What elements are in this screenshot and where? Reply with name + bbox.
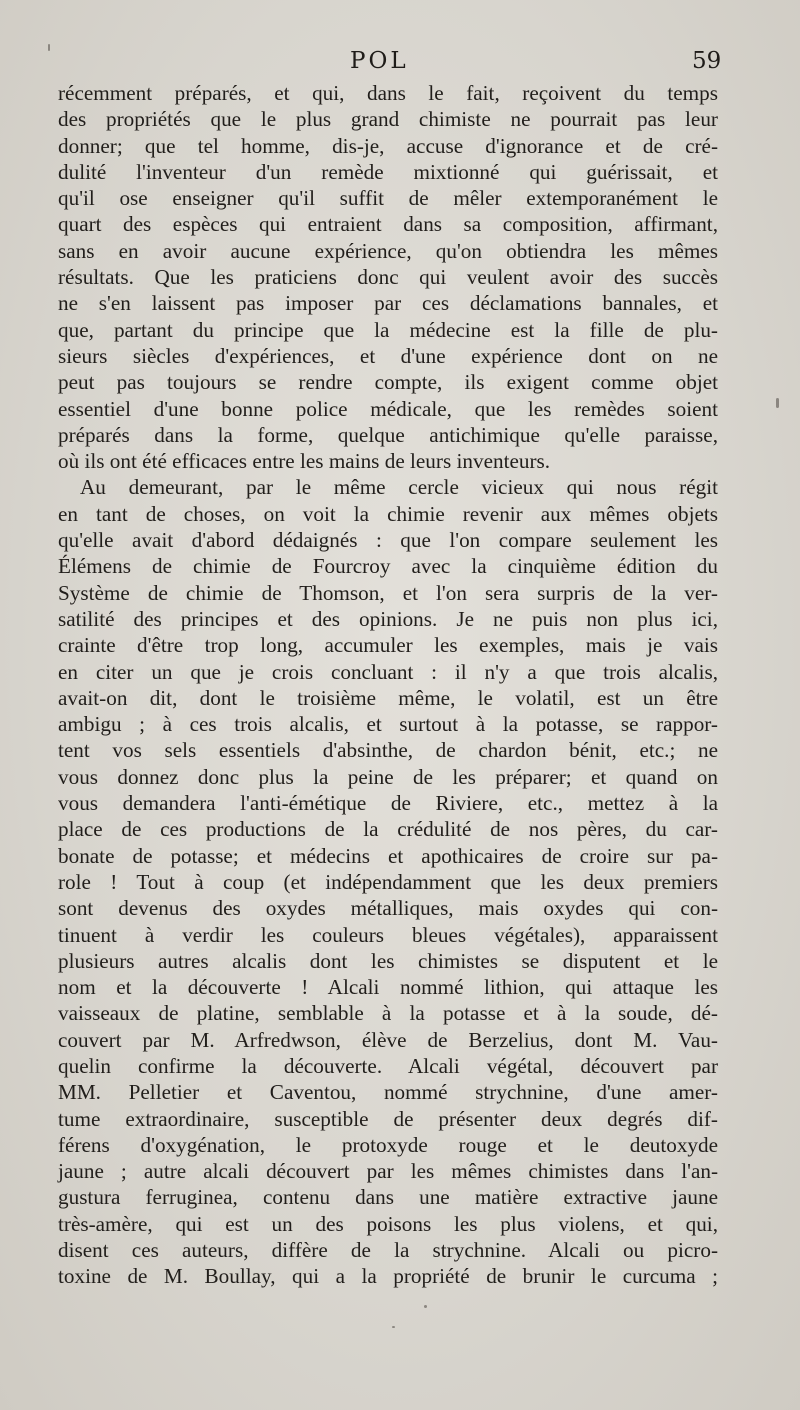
text-line: en citer un que je crois concluant : il n'y a que trois alcalis,	[58, 659, 718, 684]
text-line: tinuent à verdir les couleurs bleues végétales), apparaissent	[58, 922, 718, 947]
text-line: quart des espèces qui entraient dans sa composition, affirmant,	[58, 212, 718, 237]
text-line: ambigu ; à ces trois alcalis, et surtout à la potasse, se rappor-	[58, 712, 718, 737]
text-line: préparés dans la forme, quelque antichimique qu'elle paraisse,	[58, 422, 718, 447]
text-line: quelin confirme la découverte. Alcali végétal, découvert par	[58, 1053, 718, 1078]
page-header	[0, 48, 800, 82]
text-line: férens d'oxygénation, le protoxyde rouge et le deutoxyde	[58, 1132, 718, 1157]
running-head: POL	[350, 48, 409, 74]
text-line: role ! Tout à coup (et indépendamment que les deux premiers	[58, 869, 718, 894]
text-line: peut pas toujours se rendre compte, ils exigent comme objet	[58, 370, 718, 395]
paragraph-last-line: où ils ont été efficaces entre les mains de leurs inventeurs.	[58, 449, 551, 474]
text-line: donner; que tel homme, dis-je, accuse d'ignorance et de cré-	[58, 133, 718, 158]
text-line: plusieurs autres alcalis dont les chimistes se disputent et le	[58, 948, 718, 973]
text-line: MM. Pelletier et Caventou, nommé strychnine, d'une amer-	[58, 1080, 718, 1105]
text-line: sieurs siècles d'expériences, et d'une expérience dont on ne	[58, 343, 718, 368]
text-line: toxine de M. Boullay, qui a la propriété de brunir le curcuma ;	[58, 1264, 718, 1289]
paper-speck	[424, 1305, 427, 1308]
text-line: en tant de choses, on voit la chimie revenir aux mêmes objets	[58, 501, 718, 526]
text-line: essentiel d'une bonne police médicale, que les remèdes soient	[58, 396, 718, 421]
text-line: vous demandera l'anti-émétique de Riviere, etc., mettez à la	[58, 791, 718, 816]
paper-speck	[776, 398, 779, 408]
text-line: ne s'en laissent pas imposer par ces déclamations bannales, et	[58, 291, 718, 316]
text-line: vaisseaux de platine, semblable à la potasse et à la soude, dé-	[58, 1001, 718, 1026]
text-line: récemment préparés, et qui, dans le fait, reçoivent du temps	[58, 81, 718, 105]
text-line: sans en avoir aucune expérience, qu'on obtiendra les mêmes	[58, 238, 718, 263]
text-line: vous donnez donc plus la peine de les préparer; et quand on	[58, 764, 718, 789]
paper-speck	[48, 44, 50, 51]
text-line: crainte d'être trop long, accumuler les exemples, mais je vais	[58, 633, 718, 658]
text-line: satilité des principes et des opinions. Je ne puis non plus ici,	[58, 606, 718, 631]
text-line: place de ces productions de la crédulité de nos pères, du car-	[58, 817, 718, 842]
text-line: très-amère, qui est un des poisons les plus violens, et qui,	[58, 1211, 718, 1236]
text-line: que, partant du principe que la médecine est la fille de plu-	[58, 317, 718, 342]
text-line: jaune ; autre alcali découvert par les mêmes chimistes dans l'an-	[58, 1159, 718, 1184]
paragraph-first-line: Au demeurant, par le même cercle vicieux qui nous régit	[80, 475, 718, 500]
text-line: gustura ferruginea, contenu dans une matière extractive jaune	[58, 1185, 718, 1210]
text-line: nom et la découverte ! Alcali nommé lithion, qui attaque les	[58, 975, 718, 1000]
text-line: qu'il ose enseigner qu'il suffit de mêler extemporanément le	[58, 186, 718, 211]
text-line: avait-on dit, dont le troisième même, le volatil, est un être	[58, 685, 718, 710]
text-line: dulité l'inventeur d'un remède mixtionné qui guérissait, et	[58, 159, 718, 184]
text-line: résultats. Que les praticiens donc qui veulent avoir des succès	[58, 265, 718, 290]
text-line: tume extraordinaire, susceptible de présenter deux degrés dif-	[58, 1106, 718, 1131]
text-line: qu'elle avait d'abord dédaignés : que l'on compare seulement les	[58, 528, 718, 553]
text-line: disent ces auteurs, diffère de la strychnine. Alcali ou picro-	[58, 1238, 718, 1263]
text-line: tent vos sels essentiels d'absinthe, de chardon bénit, etc.; ne	[58, 738, 718, 763]
text-line: sont devenus des oxydes métalliques, mais oxydes qui con-	[58, 896, 718, 921]
text-line: Système de chimie de Thomson, et l'on sera surpris de la ver-	[58, 580, 718, 605]
body-text	[58, 80, 718, 1290]
text-line: bonate de potasse; et médecins et apothicaires de croire sur pa-	[58, 843, 718, 868]
text-line: couvert par M. Arfredwson, élève de Berzelius, dont M. Vau-	[58, 1027, 718, 1052]
text-line: des propriétés que le plus grand chimiste ne pourrait pas leur	[58, 107, 718, 132]
text-line: Élémens de chimie de Fourcroy avec la cinquième édition du	[58, 554, 718, 579]
paper-speck	[392, 1326, 395, 1328]
page-number: 59	[692, 48, 722, 74]
